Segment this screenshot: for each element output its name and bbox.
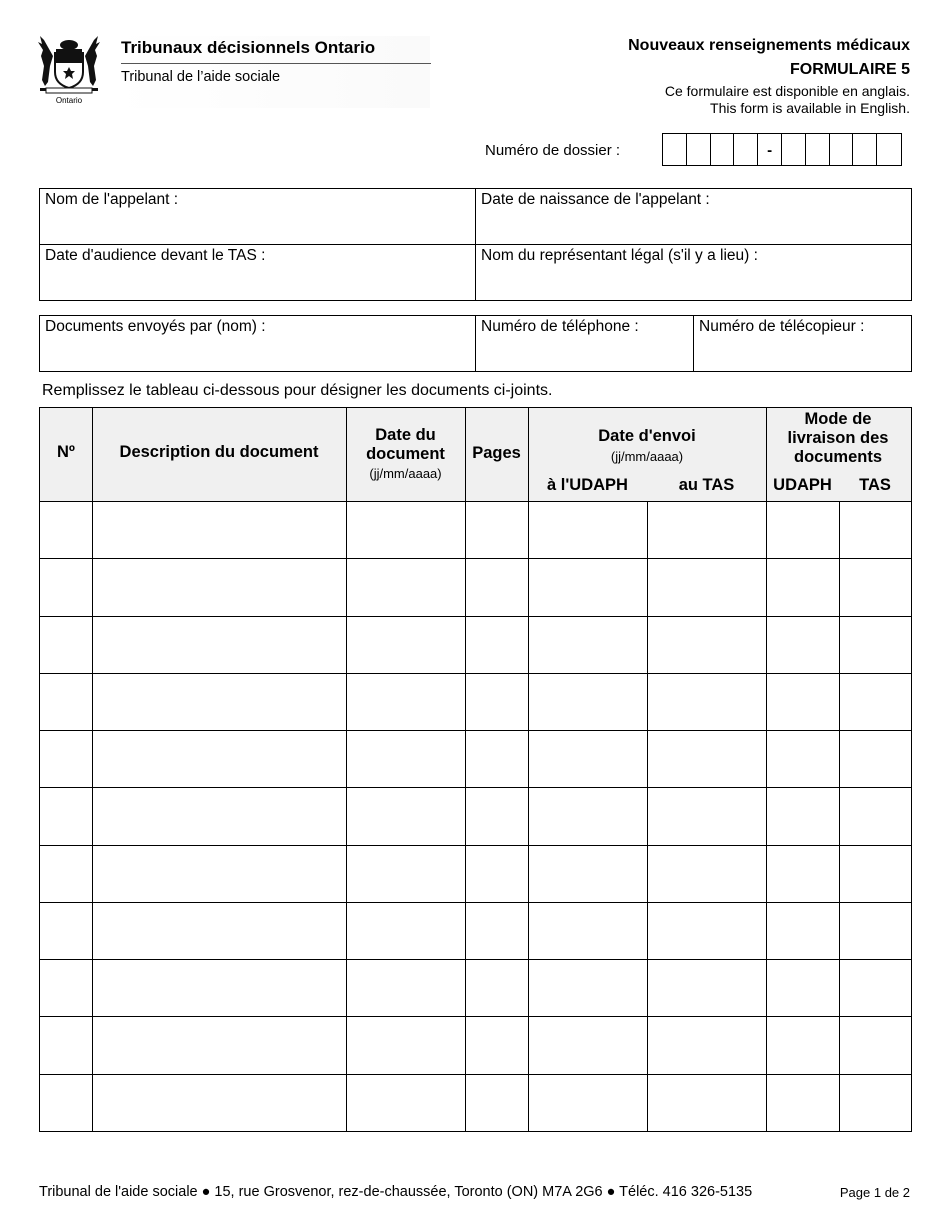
row-divider bbox=[40, 959, 911, 960]
file-number-digit-box[interactable] bbox=[663, 134, 687, 165]
table-row[interactable] bbox=[40, 787, 911, 844]
col-header-doc-date-format: (jj/mm/aaaa) bbox=[369, 466, 442, 481]
col-header-delivery-mode: Mode de livraison des documents bbox=[787, 410, 889, 466]
row-divider bbox=[40, 558, 911, 559]
table-row[interactable] bbox=[40, 1016, 911, 1073]
col-header-sent-udaph: à l'UDAPH bbox=[547, 476, 628, 494]
file-number-digit-box[interactable] bbox=[711, 134, 735, 165]
file-number-digit-box[interactable] bbox=[806, 134, 830, 165]
table-row[interactable] bbox=[40, 558, 911, 615]
phone-label: Numéro de téléphone : bbox=[481, 318, 639, 335]
footer-address: Tribunal de l'aide sociale ● 15, rue Grosvenor, rez-de-chaussée, Toronto (ON) M7A 2G6 ● Téléc. 416 326-5135 bbox=[39, 1184, 753, 1200]
file-number-separator: - bbox=[758, 134, 782, 165]
col-header-sent-tas: au TAS bbox=[678, 476, 735, 494]
table-row[interactable] bbox=[40, 902, 911, 959]
table-row[interactable] bbox=[40, 730, 911, 787]
fax-label: Numéro de télécopieur : bbox=[699, 318, 865, 335]
legal-rep-label: Nom du représentant légal (s'il y a lieu) : bbox=[481, 247, 758, 264]
appellant-dob-field[interactable] bbox=[475, 188, 912, 245]
col-header-description: Description du document bbox=[119, 443, 319, 461]
org-title: Tribunaux décisionnels Ontario bbox=[121, 38, 376, 57]
col-header-sent-date-format: (jj/mm/aaaa) bbox=[610, 449, 684, 464]
table-row[interactable] bbox=[40, 501, 911, 558]
col-header-pages: Pages bbox=[472, 444, 521, 462]
row-divider bbox=[40, 902, 911, 903]
col-header-doc-date: Date du document bbox=[366, 426, 445, 463]
col-header-mode-tas: TAS bbox=[859, 476, 891, 494]
legal-rep-field[interactable] bbox=[475, 244, 912, 301]
file-number-digit-box[interactable] bbox=[687, 134, 711, 165]
row-divider bbox=[40, 1016, 911, 1017]
availability-notice-fr: Ce formulaire est disponible en anglais. bbox=[664, 83, 910, 99]
page-number: Page 1 de 2 bbox=[839, 1185, 910, 1200]
ontario-coat-of-arms-logo bbox=[36, 36, 102, 106]
sent-by-label: Documents envoyés par (nom) : bbox=[45, 318, 266, 335]
table-row[interactable] bbox=[40, 673, 911, 730]
org-divider bbox=[121, 63, 431, 64]
appellant-name-field[interactable] bbox=[39, 188, 476, 245]
hearing-date-label: Date d'audience devant le TAS : bbox=[45, 247, 266, 264]
file-number-digit-box[interactable] bbox=[877, 134, 901, 165]
logo-caption: Ontario bbox=[55, 96, 83, 105]
sent-by-field[interactable] bbox=[39, 315, 476, 372]
row-divider bbox=[40, 845, 911, 846]
org-subtitle: Tribunal de l’aide sociale bbox=[121, 69, 281, 85]
row-divider bbox=[40, 673, 911, 674]
file-number-digit-box[interactable] bbox=[734, 134, 758, 165]
phone-field[interactable] bbox=[475, 315, 694, 372]
table-row[interactable] bbox=[40, 616, 911, 673]
form-number: FORMULAIRE 5 bbox=[790, 61, 910, 78]
row-divider bbox=[40, 616, 911, 617]
file-number-digit-box[interactable] bbox=[853, 134, 877, 165]
col-header-sent-date: Date d'envoi bbox=[598, 427, 696, 445]
row-divider bbox=[40, 787, 911, 788]
documents-table bbox=[39, 407, 912, 1132]
file-number-digit-box[interactable] bbox=[830, 134, 854, 165]
file-number-field[interactable] bbox=[662, 133, 902, 166]
table-row[interactable] bbox=[40, 959, 911, 1016]
row-divider bbox=[40, 1074, 911, 1075]
appellant-name-label: Nom de l'appelant : bbox=[45, 191, 179, 208]
hearing-date-field[interactable] bbox=[39, 244, 476, 301]
file-number-digit-box[interactable] bbox=[782, 134, 806, 165]
row-divider bbox=[40, 730, 911, 731]
file-number-label: Numéro de dossier : bbox=[485, 142, 621, 159]
col-header-mode-udaph: UDAPH bbox=[773, 476, 832, 494]
table-row[interactable] bbox=[40, 1074, 911, 1131]
appellant-dob-label: Date de naissance de l'appelant : bbox=[481, 191, 710, 208]
table-instructions: Remplissez le tableau ci-dessous pour désigner les documents ci-joints. bbox=[42, 382, 553, 399]
form-title: Nouveaux renseignements médicaux bbox=[628, 37, 910, 54]
table-row[interactable] bbox=[40, 845, 911, 902]
availability-notice-en: This form is available in English. bbox=[710, 100, 910, 116]
col-header-no: Nº bbox=[57, 443, 75, 461]
fax-field[interactable] bbox=[693, 315, 912, 372]
